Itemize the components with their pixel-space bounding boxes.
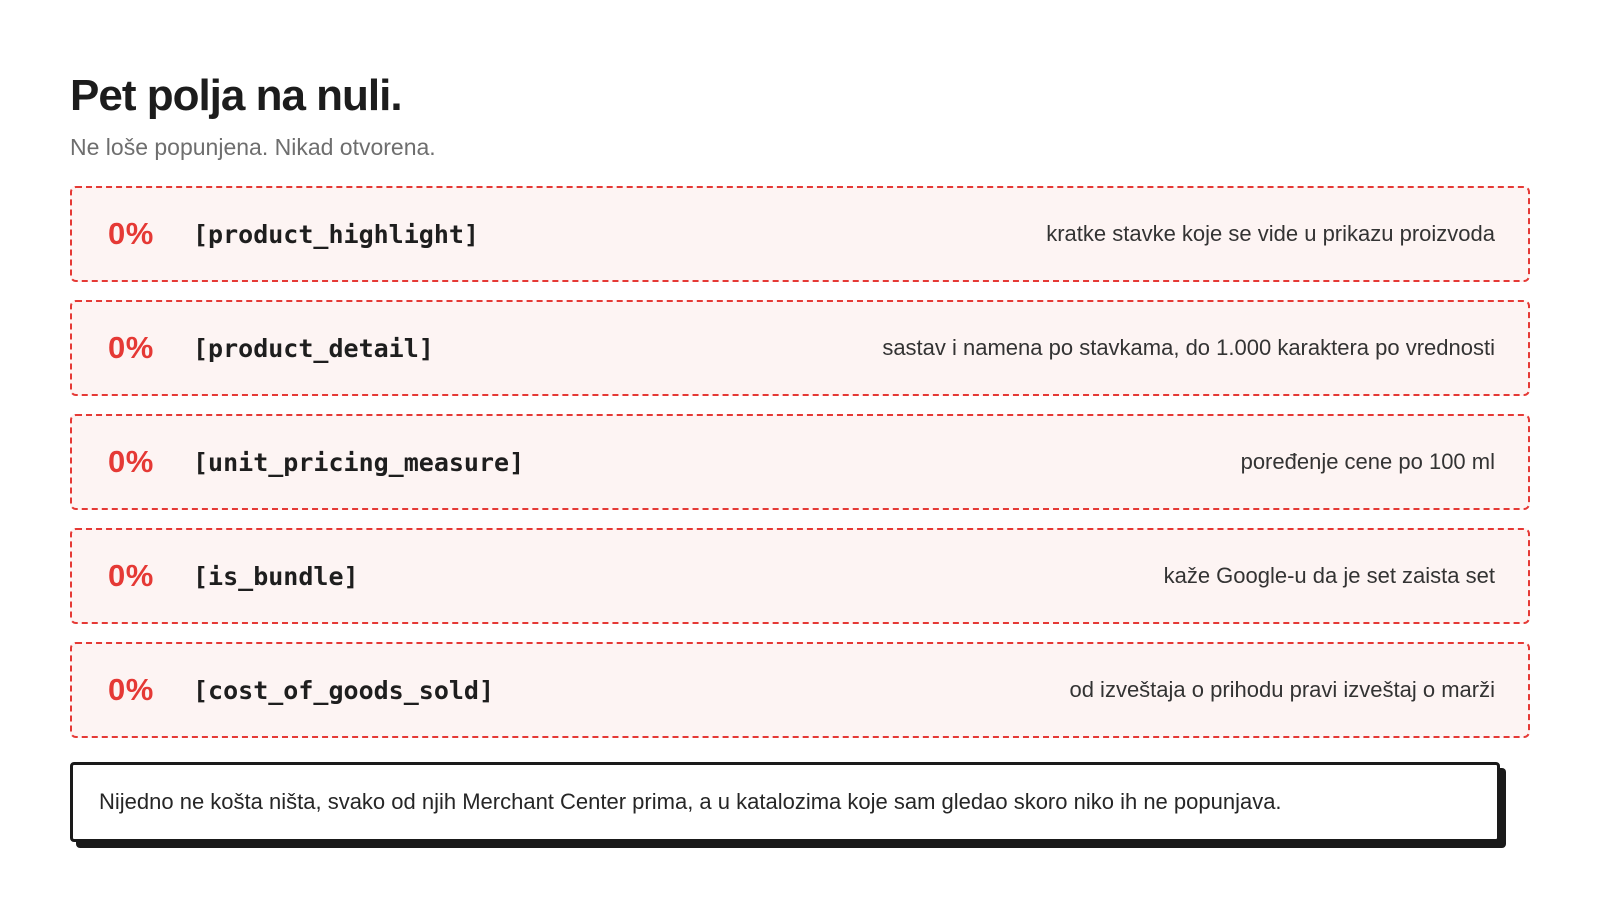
field-description: kratke stavke koje se vide u prikazu proizvoda xyxy=(1046,221,1495,246)
field-description: od izveštaja o prihodu pravi izveštaj o marži xyxy=(1069,677,1495,702)
field-description: kaže Google-u da je set zaista set xyxy=(1163,563,1495,588)
field-name: [is_bundle] xyxy=(193,561,359,591)
field-row-product-highlight xyxy=(70,186,1530,282)
field-list xyxy=(70,186,1530,738)
field-fill-percent: 0% xyxy=(108,672,154,707)
field-row-is-bundle xyxy=(70,528,1530,624)
field-name: [product_highlight] xyxy=(193,219,479,249)
field-name: [product_detail] xyxy=(193,333,434,363)
field-name: [cost_of_goods_sold] xyxy=(193,675,495,705)
footnote-text: Nijedno ne košta ništa, svako od njih Merchant Center prima, a u katalozima koje sam gledao skoro niko ih ne popunjava. xyxy=(99,789,1282,814)
field-row-product-detail xyxy=(70,300,1530,396)
field-row-cost-of-goods-sold xyxy=(70,642,1530,738)
page-subtitle: Ne loše popunjena. Nikad otvorena. xyxy=(70,134,436,160)
field-description: sastav i namena po stavkama, do 1.000 karaktera po vrednosti xyxy=(882,335,1495,360)
field-row-unit-pricing-measure xyxy=(70,414,1530,510)
field-fill-percent: 0% xyxy=(108,558,154,593)
field-description: poređenje cene po 100 ml xyxy=(1240,449,1495,474)
footnote-box xyxy=(70,762,1500,842)
field-fill-percent: 0% xyxy=(108,444,154,479)
field-name: [unit_pricing_measure] xyxy=(193,447,525,477)
page-title: Pet polja na nuli. xyxy=(70,71,402,120)
field-fill-percent: 0% xyxy=(108,216,154,251)
field-fill-percent: 0% xyxy=(108,330,154,365)
